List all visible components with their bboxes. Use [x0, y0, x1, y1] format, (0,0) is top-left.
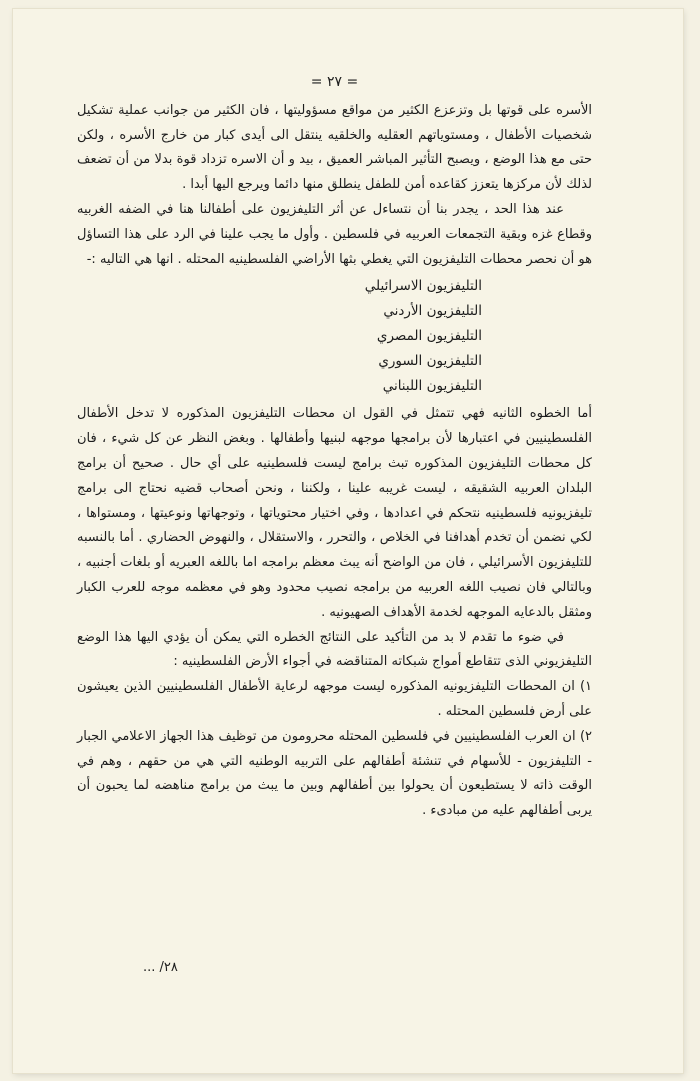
list-item: التليفزيون اللبناني: [382, 377, 482, 394]
list-item: التليفزيون الأردني: [383, 303, 482, 320]
page-number: = ٢٧ =: [310, 74, 359, 90]
paragraph-4: في ضوء ما تقدم لا بد من التأكيد على النتائج الخطره التي يمكن أن يؤدي اليها هذا الوضع التليفزيوني الذى تتقاطع أمواج شبكاته المتناقضه في أجواء الأرض الفلسطينيه :: [77, 629, 592, 670]
numbered-point-1: ١) ان المحطات التليفزيونيه المذكوره ليست موجهه لرعاية الأطفال الفلسطينيين الذين يعيشون على أرض فلسطين المحتله .: [77, 679, 592, 719]
list-item: التليفزيون المصري: [376, 327, 482, 344]
paragraph-2: عند هذا الحد ، يجدر بنا أن نتساءل عن أثر التليفزيون على أطفالنا هنا في الضفه الغربيه وقطاع غزه وبقية التجمعات العربيه في فلسطين . وأول ما يجب علينا في الرد على هذا التساؤل هو أن نحصر محطات التليفزيون التي يغطي بثها الأراضي الفلسطينيه المحتله . انها هي التاليه :-: [77, 201, 592, 267]
list-item: التليفزيون السوري: [378, 352, 482, 369]
numbered-point-2: ٢) ان العرب الفلسطينيين في فلسطين المحتله محرومون من توظيف هذا الجهاز الاعلامي الجبار - التليفزيون - للأسهام في تنشئة أطفالهم على التربيه الوطنيه التي هي من حقهم ، وهم في الوقت ذاته لا يستطيعون أن يحولوا بين أطفالهم وبين ما يبث من برامج مناهضه لما يحبون أن يربى أطفالهم عليه من مبادىء .: [77, 728, 592, 819]
paragraph-3: أما الخطوه الثانيه فهي تتمثل في القول ان محطات التليفزيون المذكوره لا تدخل الأطفال الفلسطينيين في اعتبارها لأن برامجها موجهه لبنيها وأطفالها . وبغض النظر عن كل شيء ، فان كل محطات التليفزيون المذكوره تبث برامج ليست فلسطينيه على أي حال . صحيح أن برامج البلدان العربيه الشقيقه ، ليست غريبه علينا ، ولكننا ، ونحن أصحاب قضيه نحتاج الى برامج تليفزيونيه فلسطينيه نتحكم في اعدادها ، وفي اختيار محتوياتها ، وتوجهاتها ونوعيتها ، ومستواها ، لكي نضمن أن تخدم أهدافنا في الخلاص ، والتحرر ، والاستقلال ، والنهوض الحضاري . أما بالنسبه للتليفزيون الأسرائيلي ، فان من الواضح أنه يبث معظم برامجه اما باللغه العبريه أو بلغات أجنبيه ، وبالتالي فان نصيب اللغه العربيه من برامجه نصيب محدود وهو في معظمه موجه للعرب الكبار ومثقل بالدعايه الموجهه لخدمة الأهداف الصهيونيه .: [77, 406, 592, 620]
station-list: [77, 274, 592, 398]
page-footer: ٢٨/ ...: [143, 960, 178, 975]
document-body: [77, 70, 592, 824]
paragraph-1: الأسره على قوتها بل وتزعزع الكثير من مواقع مسؤوليتها ، فان الكثير من جوانب عملية تشكيل شخصيات الأطفال ، ومستوياتهم العقليه والخلقيه ينتقل الى أيدى كبار من خارج الأسره ، ولكن حتى مع هذا الوضع ، ويصبح التأثير المباشر العميق ، بيد و أن الاسره تزداد قوة بدلا من أن تضعف لذلك لأن مركزها يتعزز كقاعده أمن للطفل ينطلق منها دائما ويرجع اليها أبدا .: [77, 102, 592, 193]
list-item: التليفزيون الاسرائيلي: [364, 278, 482, 295]
